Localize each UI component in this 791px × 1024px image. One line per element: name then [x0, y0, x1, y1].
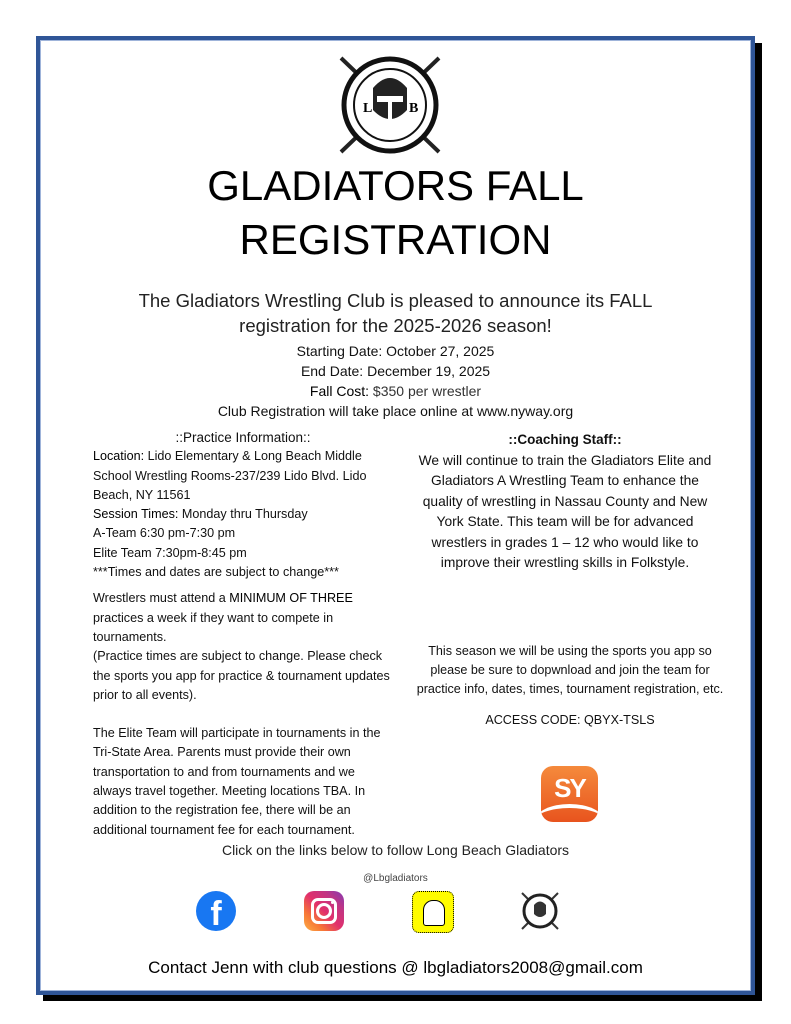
cost-value: $350 per wrestler [369, 383, 482, 399]
attend-post: practices a week if they want to compete in tournaments. [93, 610, 334, 644]
sportsyou-app-icon[interactable] [541, 766, 598, 822]
practice-info [93, 428, 393, 840]
location-label: Location: [93, 449, 145, 464]
registration-note: Club Registration will take place online at www.nyway.org [217, 403, 574, 419]
attendance-requirement [93, 589, 393, 647]
facebook-icon[interactable]: f [196, 891, 236, 931]
session-times [93, 505, 393, 524]
access-code: ACCESS CODE: QBYX-TSLS [485, 713, 655, 727]
location [93, 447, 393, 505]
start-date: Starting Date: October 27, 2025 [296, 343, 495, 359]
svg-text:L: L [363, 101, 373, 116]
intro-line-1: The Gladiators Wrestling Club is pleased to announce its FALL [138, 290, 653, 311]
fall-cost [60, 381, 731, 401]
gladiators-logo [333, 48, 447, 162]
snapchat-icon[interactable] [412, 891, 454, 933]
title-line-2: REGISTRATION [239, 216, 552, 263]
coaching-body: We will continue to train the Gladiators Elite and Gladiators A Wrestling Team to enhance the quality of wrestling in Nassau County and New York State. This team will be for advanced wrestlers in grades 1 – 12 who would like to improve their wrestling skills in Folkstyle. [418, 452, 712, 570]
a-team-time: A-Team 6:30 pm-7:30 pm [93, 526, 236, 541]
lb-gladiators-icon[interactable] [519, 890, 561, 932]
coaching-staff [410, 430, 720, 574]
end-date: End Date: December 19, 2025 [300, 363, 491, 379]
season-details [60, 341, 731, 421]
change-notice: ***Times and dates are subject to change*** [93, 565, 339, 580]
attend-minimum: MINIMUM OF THREE [229, 591, 353, 606]
practice-heading: ::Practice Information:: [175, 430, 311, 445]
app-info [410, 642, 730, 730]
elite-team-time: Elite Team 7:30pm-8:45 pm [93, 545, 247, 560]
social-handle: @Lbgladiators [363, 873, 428, 884]
sy-logo-text: SY [554, 773, 585, 803]
coaching-heading: ::Coaching Staff:: [508, 432, 622, 447]
attend-pre: Wrestlers must attend a [93, 591, 230, 606]
instagram-icon[interactable] [304, 891, 344, 931]
schedule-change-note: (Practice times are subject to change. Please check the sports you app for practice & tournament updates prior to all events). [93, 649, 390, 702]
follow-text: Click on the links below to follow Long Beach Gladiators [221, 842, 570, 858]
session-value: Monday thru Thursday [178, 507, 308, 522]
session-label: Session Times: [93, 507, 179, 522]
intro-line-2: registration for the 2025-2026 season! [239, 315, 552, 336]
location-value: Lido Elementary & Long Beach Middle School Wrestling Rooms-237/239 Lido Blvd. Lido Beach, NY 11561 [93, 449, 367, 502]
cost-label: Fall Cost: [309, 383, 370, 399]
contact-line: Contact Jenn with club questions @ lbgladiators2008@gmail.com [148, 958, 643, 977]
title-line-1: GLADIATORS FALL [207, 162, 584, 209]
elite-team-info: The Elite Team will participate in tournaments in the Tri-State Area. Parents must provide their own transportation to and from tournaments and we always travel together. Meeting locations TBA. In addition to the registration fee, there will be an additional tournament fee for each tournament. [93, 726, 381, 837]
app-body: This season we will be using the sports you app so please be sure to dopwnload and join the team for practice info, dates, times, tournament registration, etc. [416, 644, 724, 696]
svg-text:B: B [409, 101, 419, 116]
